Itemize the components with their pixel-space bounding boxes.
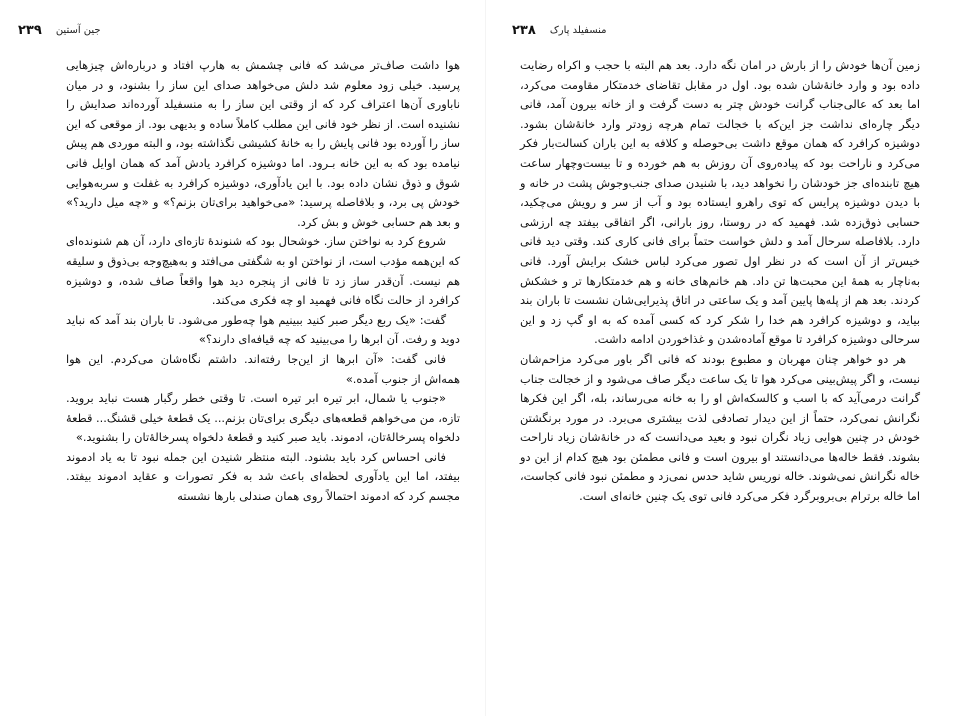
left-paragraph-4: فانی گفت: «آن ابرها از این‌جا رفته‌اند. داشتم نگاه‌شان می‌کردم. این هوا همه‌اش از جنوب آمده.» [66, 351, 460, 386]
right-page-header [512, 20, 607, 40]
right-page-body [520, 56, 920, 507]
left-paragraph-2: شروع کرد به نواختن ساز. خوشحال بود که شنوندهٔ تازه‌ای دارد، آن هم شنونده‌ای که این‌همه مؤدب است، از نواختن او به شگفتی می‌افتد و به‌هیچ‌وجه بی‌ذوق و سلیقه هم نیست. آن‌قدر ساز زد تا فانی از پنجره دید هوا واقعاً صاف شده، و دوشیزه کرافرد از حالت نگاه فانی فهمید او چه فکری می‌کند. [66, 234, 460, 308]
left-page-number: ۲۳۹ [18, 22, 42, 38]
left-paragraph-1: هوا داشت صاف‌تر می‌شد که فانی چشمش به هارپ افتاد و درباره‌اش چیزهایی پرسید. خیلی زود معلوم شد دلش می‌خواهد صدای این ساز را بشنود، و در میان ناباوری آن‌ها اعتراف کرد که از وقتی این ساز را به منسفیلد آورده‌اند صدایش را نشنیده است. از نظر خود فانی این مطلب کاملاً ساده و بدیهی بود. از موقعی که این ساز را آورده بود فانی پایش را به خانهٔ کشیشی نگذاشته بود، و البته موردی هم پیش نیامده بود که به این خانه بـرود. اما دوشیزه کرافرد یادش آمد که همان اوایل فانی شوق و ذوق نشان داده بود. با این یادآوری، دوشیزه کرافرد به غفلت و سربه‌هوایی خودش پی برد، و بلافاصله پرسید: «می‌خواهید برای‌تان بزنم؟» و «چه میل دارید؟» و بعد هم حسابی خوش و بش کرد. [66, 58, 460, 229]
left-paragraph-6: فانی احساس کرد باید بشنود. البته منتظر شنیدن این جمله نبود تا به یاد ادموند بیفتد، اما این یادآوری لحظه‌ای باعث شد به فکر تصورات و عقاید ادموند بیفتد. مجسم کرد که ادموند احتمالاً روی همان صندلی بارها نشسته [66, 449, 460, 504]
left-page-body [66, 56, 460, 507]
right-paragraph-1: زمین آن‌ها خودش را از بارش در امان نگه دارد. بعد هم البته با حجب و اکراه رضایت داده بود و وارد خانهٔ‌شان شده بود. اول در مقابل تقاضای خدمتکار مقاومت می‌کرد، اما بعد که عالی‌جناب گرانت خودش چتر به دست گرفت و از خانه بیرون آمد، فانی دیگر چاره‌ای نداشت جز این‌که با خجالت تمام هرچه زودتر وارد خانهٔ‌شان بشود. دوشیزه کرافرد که همان موقع داشت بی‌حوصله و کلافه به این باران کسالت‌بار فکر می‌کرد و ناراحت بود که پیاده‌روی آن روزش به هم خورده و تا بیست‌وچهار ساعت هیچ تابنده‌ای جز خودشان را نخواهد دید، با شنیدن صدای جنب‌وجوش پشت در خانه و با دیدن دوشیزه پرایس که توی راهرو ایستاده بود و آب از سر و رویش می‌چکید، حسابی ذوق‌زده شد. فهمید که در روستا، روز بارانی، اگر اتفاقی بیفتد چه ارزشی دارد. بلافاصله سرحال آمد و دلش خواست حتماً برای فانی کاری کند. وقتی دید فانی خیس‌تر از آن است که در نظر اول تصور می‌کرد لباس خشک برایش آورد. فانی به‌ناچار به همهٔ این محبت‌ها تن داد. هم خانم‌های خانه و هم خدمتکارها تر و خشکش کردند. بعد هم از پله‌ها پایین آمد و یک ساعتی در اتاق پذیرایی‌شان نشست تا باران بند بیاید، و دوشیزه کرافرد هم خدا را شکر کرد که کسی آمده که به او گپ زد و این سرحالی دوشیزه کرافرد تا موقع آماده‌شدن و غذاخوردن ادامه داشت. [520, 58, 920, 347]
left-page [0, 0, 485, 716]
right-running-head: منسفیلد پارک [549, 24, 607, 36]
right-page-number: ۲۳۸ [512, 22, 536, 38]
right-paragraph-2: هر دو خواهر چنان مهربان و مطبوع بودند که فانی اگر باور می‌کرد مزاحم‌شان نیست، و اگر پیش‌بینی می‌کرد هوا تا یک ساعت دیگر صاف می‌شود و از خجالت جناب گرانت درمی‌آید که با اسب و کالسکه‌اش او را به خانه می‌رساند، بله، اگر این فکرها نگرانش نمی‌کرد، حتماً از این دیدار تصادفی لذت بیشتری می‌برد. در مورد برنگشتن خودش در چنین هوایی زیاد نگران نبود و بعید می‌دانست که در خانهٔ‌شان زیاد ناراحت بشوند. فقط خاله‌ها می‌دانستند او بیرون است و فانی مطمئن بود هیچ کدام از این دو خاله نگرانش نمی‌شوند. خاله نوریس شاید حدس نمی‌زد و مطمئن نبود فانی کجاست، اما خاله برترام بی‌بروبرگرد فکر می‌کرد فانی توی یک چنین خانه‌ای است. [520, 351, 920, 504]
left-page-header [18, 20, 101, 40]
right-page [486, 0, 971, 716]
left-paragraph-5: «جنوب یا شمال، ابر تیره ابر تیره است. تا وقتی خطر رگبار هست نباید بروید. تازه، من می‌خواهم قطعه‌های دیگری برای‌تان بزنم... یک قطعهٔ خیلی قشنگ... قطعهٔ دلخواه پسرخالهٔ‌تان، ادموند. باید صبر کنید و قطعهٔ دلخواه پسرخالهٔ‌تان را بشنوید.» [66, 391, 460, 445]
left-paragraph-3: گفت: «یک ربع دیگر صبر کنید ببینیم هوا چه‌طور می‌شود. تا باران بند آمد که نباید دوید و رفت. آن ابرها را می‌بینید که چه قیافه‌ای دارند؟» [66, 312, 460, 347]
left-running-head: جین آستین [55, 24, 101, 36]
